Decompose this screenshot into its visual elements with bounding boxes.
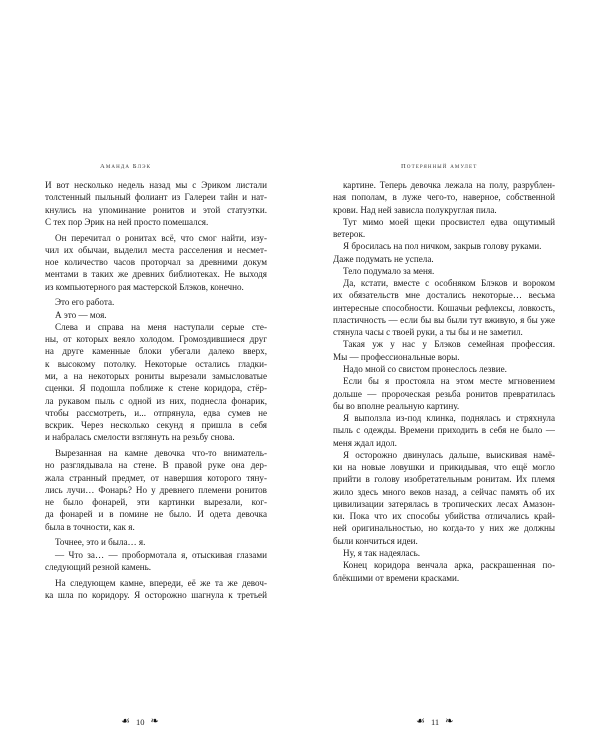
text-line: на друге каменные блоки убегали далеко вверх, [45, 346, 267, 357]
text-line: Мы — профессиональные воры. [333, 351, 460, 362]
running-head-author: Аманда Блэк [100, 163, 152, 170]
right-page-body-text [333, 179, 555, 584]
text-line: были кончиться идеи. [333, 535, 418, 546]
text-line: лись лучи… Фонарь? Но у древнего племени ронитов [45, 484, 267, 495]
right-page-folio [416, 717, 454, 727]
text-line: Я выползла из-под клинка, поднялась и стряхнула [343, 413, 555, 424]
text-line: Тут мимо моей щеки просвистел едва ощутимый [343, 216, 555, 227]
text-line: — Что за… — пробормотала я, отыскивая глазами [55, 549, 267, 560]
fleuron-right-icon: ❧ [445, 716, 454, 727]
text-line: Надо мной со свистом пронеслось лезвие. [343, 363, 507, 374]
text-line: ми, а на некоторых рониты вырезали замысловатые [45, 370, 267, 381]
text-line: пластичность — если бы вы были тут вживую, я бы уже [333, 314, 555, 325]
text-line: картине. Теперь девочка лежала на полу, разрублен- [343, 180, 555, 190]
text-line: и набралась смелости взглянуть на резьбу снова. [45, 432, 235, 443]
right-page [300, 0, 600, 750]
text-line: бы во вполне реальную картину. [333, 400, 460, 411]
text-line: но разглядывала на стене. В правой руке она дер- [45, 460, 267, 471]
text-line: Вырезанная на камне девочка что-то вниматель- [55, 448, 267, 459]
text-line: вскрик. Через несколько секунд я пришла в себя [45, 420, 267, 431]
fleuron-left-icon: ☙ [121, 716, 130, 727]
text-line: из компьютерного рая мастерской Блэков, конечно. [45, 281, 244, 292]
text-line: Я осторожно двинулась дальше, выискивая намё- [343, 449, 555, 460]
text-line: цивилизации затерялась в тропических лесах Амазон- [333, 498, 555, 509]
page-number: 10 [135, 717, 145, 727]
text-line: прийти в голову изобретательным ронитам. Их племя [333, 474, 555, 485]
text-line: ное количество часов проторчал за древними докум [45, 257, 267, 268]
text-line: жило здесь много веков назад, а сейчас память об их [333, 486, 555, 497]
text-line: меня ждал идол. [333, 437, 397, 448]
text-line: ла рукавом пыль с одной из них, поднесла фонарик, [45, 395, 267, 406]
text-line: На следующем камне, впереди, её же та же девоч- [55, 577, 267, 588]
text-line: Тело подумало за меня. [343, 265, 435, 276]
text-line: ная пополам, в луже чего-то, наверное, собственной [333, 192, 555, 203]
running-head-title: Потерянный амулет [401, 163, 478, 170]
text-line: жала странный предмет, от навершия которого тяну- [45, 472, 267, 483]
text-line: была в точности, как я. [45, 521, 135, 532]
text-line: кнулись на упоминание ронитов и этой статуэтки. [45, 204, 267, 215]
text-line: Ну, я так надеялась. [343, 547, 421, 558]
text-line: не было фонарей, эти картинки вырезали, ког- [45, 497, 267, 508]
text-line: А это — моя. [55, 309, 107, 320]
text-line: С тех пор Эрик на ней просто помешался. [45, 216, 209, 227]
text-line: крови. Над ней зависла полукруглая пила. [333, 204, 497, 215]
text-line: Слева и справа на меня наступали серые сте- [55, 321, 267, 332]
left-page-folio [121, 717, 159, 727]
text-line: Если бы я простояла на этом месте мгновением [343, 376, 555, 387]
text-line: следующий резной камень. [45, 561, 152, 572]
text-line: стянула часы с твоей руки, а ты бы и не заметил. [333, 327, 523, 338]
text-line: Даже подумать не успела. [333, 253, 434, 264]
text-line: пыль с одежды. Времени приходить в себя не было — [333, 425, 555, 436]
text-line: ветерок. [333, 229, 366, 240]
fleuron-left-icon: ☙ [416, 716, 425, 727]
text-line: И вот несколько недель назад мы с Эриком листали [45, 180, 267, 190]
text-line: дольше — пророческая резьба ронитов превратилась [333, 388, 555, 399]
text-line: чтобы рассмотреть, и... отпрянула, едва сумев не [45, 407, 267, 418]
text-line: Да, кстати, вместе с особняком Блэков и вороком [343, 278, 555, 289]
left-page-body-text [45, 179, 267, 601]
fleuron-right-icon: ❧ [150, 716, 159, 727]
text-line: ментами в таких же древних библиотеках. Не выходя [45, 269, 267, 280]
text-line: сценки. Я подошла поближе к стене коридора, стёр- [45, 383, 267, 394]
text-line: толстенный пыльный фолиант из Галереи тайн и нат- [45, 192, 267, 203]
text-line: их обязательств мне достались некоторые… весьма [333, 290, 555, 301]
text-line: Конец коридора венчала арка, раскрашенная по- [343, 560, 555, 571]
text-line: ки. Пока что их способы убийства отличались край- [333, 511, 555, 522]
text-line: ны, от которых веяло холодом. Громоздившиеся друг [45, 334, 267, 345]
text-line: Это его работа. [55, 297, 115, 308]
text-line: к высокому потолку. Некоторые остались гладки- [45, 358, 267, 369]
text-line: Он перечитал о ронитах всё, что смог найти, изу- [55, 232, 267, 243]
text-line: ка шла по коридору. Я осторожно шагнула к третьей [45, 590, 267, 600]
page-number: 11 [430, 717, 440, 727]
text-line: чил их обычаи, выделил места расселения и несмет- [45, 244, 267, 255]
text-line: Точнее, это и была… я. [55, 537, 146, 548]
text-line: интересные способности. Кошачьи рефлексы, ловкость, [333, 302, 555, 313]
text-line: да фонарей и в помине не было. И одета девочка [45, 509, 267, 520]
text-line: ки на новые ловушки и прикидывая, что ещё могло [333, 462, 555, 473]
text-line: Такая уж у нас у Блэков семейная профессия. [343, 339, 555, 350]
text-line: ней оригинальностью, но когда-то у них же должны [333, 523, 555, 534]
text-line: блёкшими от времени красками. [333, 572, 460, 583]
text-line: Я бросилась на пол ничком, закрыв голову руками. [343, 241, 542, 252]
